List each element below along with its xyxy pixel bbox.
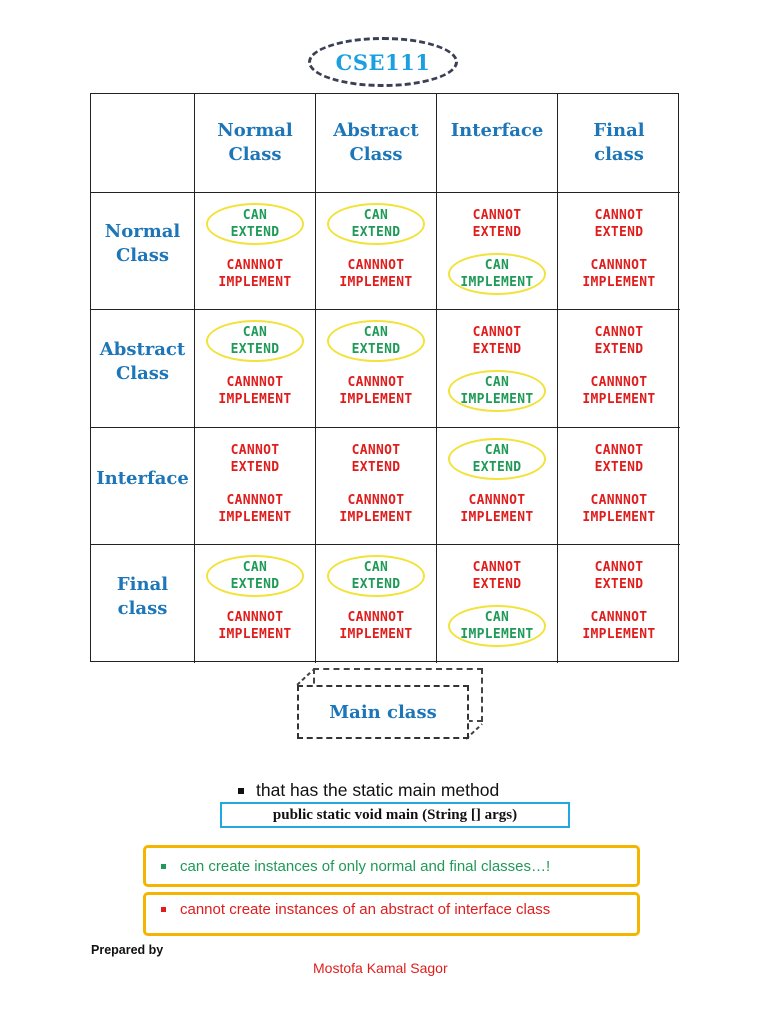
- table-cell: [437, 310, 558, 428]
- column-header-normal-class: Normal Class: [195, 94, 316, 193]
- cannot-extend-label: CANNOT EXTEND: [594, 443, 644, 475]
- main-signature-text: public static void main (String [] args): [272, 806, 518, 823]
- main-class-label: Main class: [329, 701, 437, 723]
- cannot-implement-label: CANNNOT IMPLEMENT: [339, 375, 413, 407]
- cannot-implement-label: CANNNOT IMPLEMENT: [582, 493, 656, 525]
- cannot-extend-label: CANNOT EXTEND: [594, 560, 644, 592]
- main-class-box: [297, 685, 469, 739]
- main-method-bullet: [238, 780, 499, 801]
- cannot-implement-label: CANNNOT IMPLEMENT: [218, 258, 292, 290]
- cannot-extend-label: CANNOT EXTEND: [472, 560, 522, 592]
- cannot-implement-label: CANNNOT IMPLEMENT: [339, 610, 413, 642]
- cannot-extend-label: CANNOT EXTEND: [230, 443, 280, 475]
- table-cell: [437, 428, 558, 545]
- page-title: CSE111: [335, 49, 431, 75]
- cannot-implement-label: CANNNOT IMPLEMENT: [339, 493, 413, 525]
- main-method-text: that has the static main method: [256, 780, 500, 800]
- cannot-extend-label: CANNOT EXTEND: [472, 325, 522, 357]
- cannot-extend-label: CANNOT EXTEND: [594, 208, 644, 240]
- bullet-square-icon: [161, 907, 166, 912]
- table-cell: [558, 193, 680, 310]
- table-cell: [316, 428, 437, 545]
- cannot-implement-label: CANNNOT IMPLEMENT: [339, 258, 413, 290]
- can-implement-label: CAN IMPLEMENT: [437, 257, 557, 291]
- table-cell: [558, 428, 680, 545]
- title-badge: [308, 37, 458, 87]
- table-cell: [195, 545, 316, 663]
- table-cell: [316, 193, 437, 310]
- can-extend-label: CAN EXTEND: [316, 324, 436, 358]
- cannot-implement-label: CANNNOT IMPLEMENT: [582, 258, 656, 290]
- table-cell: [195, 428, 316, 545]
- can-extend-label: CAN EXTEND: [437, 442, 557, 476]
- can-extend-label: CAN EXTEND: [195, 207, 315, 241]
- can-extend-label: CAN EXTEND: [195, 324, 315, 358]
- can-instantiate-note: [143, 845, 640, 887]
- column-header-interface: Interface: [437, 94, 558, 193]
- can-extend-label: CAN EXTEND: [316, 559, 436, 593]
- row-header-interface: Interface: [91, 428, 195, 545]
- cannot-extend-label: CANNOT EXTEND: [472, 208, 522, 240]
- column-header-final-class: Final class: [558, 94, 680, 193]
- can-implement-label: CAN IMPLEMENT: [437, 374, 557, 408]
- table-cell: [195, 310, 316, 428]
- table-cell: [195, 193, 316, 310]
- bullet-square-icon: [238, 788, 244, 794]
- cannot-implement-label: CANNNOT IMPLEMENT: [218, 493, 292, 525]
- cannot-implement-label: CANNNOT IMPLEMENT: [582, 610, 656, 642]
- table-cell: [316, 310, 437, 428]
- cannot-instantiate-text: cannot create instances of an abstract of interface class: [180, 901, 551, 918]
- cannot-implement-label: CANNNOT IMPLEMENT: [218, 375, 292, 407]
- cannot-extend-label: CANNOT EXTEND: [594, 325, 644, 357]
- row-header-normal-class: Normal Class: [91, 193, 195, 310]
- prepared-by-label: Prepared by: [91, 943, 164, 957]
- cannot-extend-label: CANNOT EXTEND: [351, 443, 401, 475]
- can-implement-label: CAN IMPLEMENT: [437, 609, 557, 643]
- table-cell: [316, 545, 437, 663]
- main-class-box-edge: [296, 669, 313, 685]
- table-cell: [558, 545, 680, 663]
- row-header-abstract-class: Abstract Class: [91, 310, 195, 428]
- row-header-final-class: Final class: [91, 545, 195, 663]
- cannot-instantiate-note: [143, 892, 640, 936]
- column-header-abstract-class: Abstract Class: [316, 94, 437, 193]
- bullet-square-icon: [161, 864, 166, 869]
- table-cell: [558, 310, 680, 428]
- inheritance-table: [90, 93, 679, 662]
- table-cell: [437, 545, 558, 663]
- can-instantiate-text: can create instances of only normal and final classes…!: [180, 857, 551, 875]
- table-corner-cell: [91, 94, 195, 193]
- cannot-implement-label: CANNNOT IMPLEMENT: [460, 493, 534, 525]
- main-signature-box: [220, 802, 570, 828]
- cannot-implement-label: CANNNOT IMPLEMENT: [582, 375, 656, 407]
- cannot-implement-label: CANNNOT IMPLEMENT: [218, 610, 292, 642]
- can-extend-label: CAN EXTEND: [316, 207, 436, 241]
- author-name: Mostofa Kamal Sagor: [313, 960, 448, 976]
- table-cell: [437, 193, 558, 310]
- can-extend-label: CAN EXTEND: [195, 559, 315, 593]
